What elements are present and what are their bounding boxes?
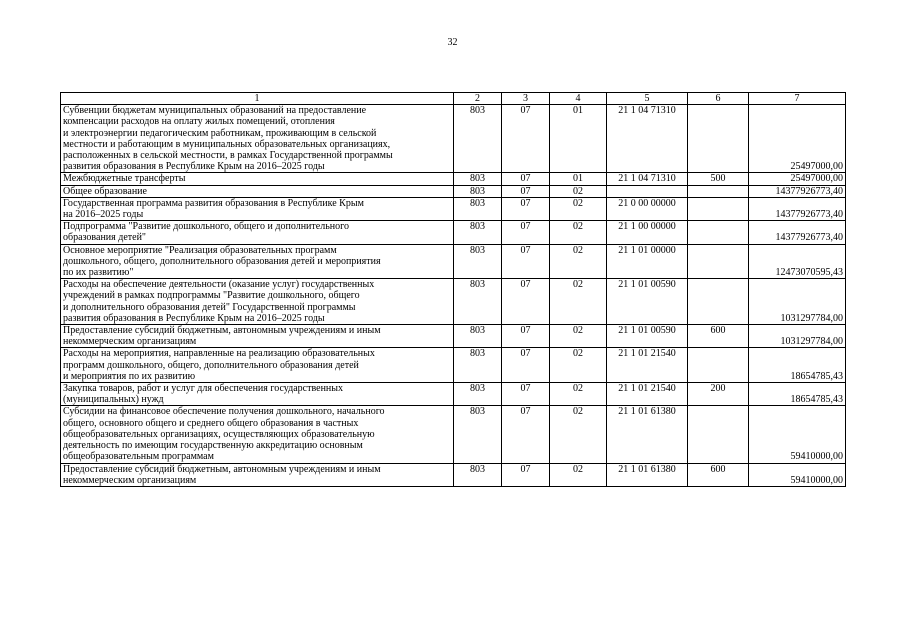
section-code: 07: [502, 185, 550, 197]
row-name: [61, 406, 454, 463]
amount: 25497000,00: [749, 105, 846, 173]
row-name-line: по их развитию": [63, 267, 134, 279]
section-code: 07: [502, 244, 550, 279]
header-cell: 4: [550, 93, 607, 105]
row-name: [61, 185, 454, 197]
row-name-line: программ дошкольного, общего, дополнительного образования детей: [63, 359, 359, 371]
ministry-code: 803: [454, 383, 502, 406]
header-cell: 1: [61, 93, 454, 105]
target-article-code: 21 1 01 00590: [607, 325, 688, 348]
row-name: [61, 197, 454, 220]
expense-type-code: [688, 197, 749, 220]
row-name-line: (муниципальных) нужд: [63, 394, 164, 406]
expense-type-code: [688, 105, 749, 173]
subsection-code: 01: [550, 105, 607, 173]
target-article-code: 21 1 01 61380: [607, 406, 688, 463]
expense-type-code: 200: [688, 383, 749, 406]
table-row: [61, 197, 846, 220]
section-code: 07: [502, 173, 550, 185]
subsection-code: 02: [550, 406, 607, 463]
header-cell: 2: [454, 93, 502, 105]
subsection-code: 02: [550, 325, 607, 348]
row-name-line: Субсидии на финансовое обеспечение получения дошкольного, начального: [63, 406, 385, 418]
row-name-line: дошкольного, общего, дополнительного образования детей и мероприятия: [63, 255, 381, 267]
amount: 1031297784,00: [749, 279, 846, 325]
target-article-code: 21 0 00 00000: [607, 197, 688, 220]
subsection-code: 02: [550, 279, 607, 325]
row-name-line: расположенных в сельской местности, в рамках Государственной программы: [63, 150, 393, 162]
subsection-code: 02: [550, 348, 607, 383]
amount: 14377926773,40: [749, 185, 846, 197]
ministry-code: 803: [454, 463, 502, 486]
table-row: [61, 105, 846, 173]
expense-type-code: [688, 406, 749, 463]
amount: 12473070595,43: [749, 244, 846, 279]
section-code: 07: [502, 406, 550, 463]
row-name: [61, 279, 454, 325]
row-name-line: деятельность по имеющим государственную аккредитацию основным: [63, 440, 363, 452]
table-row: [61, 279, 846, 325]
amount: 59410000,00: [749, 406, 846, 463]
row-name-line: Расходы на мероприятия, направленные на реализацию образовательных: [63, 348, 375, 360]
ministry-code: 803: [454, 105, 502, 173]
ministry-code: 803: [454, 197, 502, 220]
amount: 59410000,00: [749, 463, 846, 486]
subsection-code: 02: [550, 244, 607, 279]
row-name-line: Общее образование: [63, 185, 147, 197]
section-code: 07: [502, 197, 550, 220]
header-cell: 7: [749, 93, 846, 105]
header-cell: 3: [502, 93, 550, 105]
target-article-code: 21 1 01 21540: [607, 383, 688, 406]
target-article-code: 21 1 01 61380: [607, 463, 688, 486]
expense-type-code: 600: [688, 463, 749, 486]
header-cell: 5: [607, 93, 688, 105]
row-name-line: некоммерческим организациям: [63, 336, 197, 348]
row-name-line: общеобразовательных организациях, осуществляющих образовательную: [63, 428, 375, 440]
ministry-code: 803: [454, 221, 502, 244]
row-name-line: учреждений в рамках подпрограммы "Развитие дошкольного, общего: [63, 290, 360, 302]
row-name-line: Предоставление субсидий бюджетным, автономным учреждениям и иным: [63, 325, 381, 337]
row-name-line: Закупка товаров, работ и услуг для обеспечения государственных: [63, 383, 344, 395]
table-row: [61, 325, 846, 348]
page-number: 32: [447, 37, 458, 48]
row-name-line: развития образования в Республике Крым на 2016–2025 годы: [63, 161, 325, 173]
section-code: 07: [502, 383, 550, 406]
target-article-code: [607, 185, 688, 197]
budget-table: [60, 92, 846, 487]
subsection-code: 02: [550, 383, 607, 406]
row-name-line: некоммерческим организациям: [63, 474, 197, 486]
row-name: [61, 325, 454, 348]
target-article-code: 21 1 04 71310: [607, 105, 688, 173]
amount: 14377926773,40: [749, 197, 846, 220]
table-row: [61, 348, 846, 383]
row-name-line: общего, основного общего и среднего общего образования в частных: [63, 417, 359, 429]
row-name: [61, 244, 454, 279]
ministry-code: 803: [454, 173, 502, 185]
row-name-line: Межбюджетные трансферты: [63, 173, 186, 185]
ministry-code: 803: [454, 185, 502, 197]
section-code: 07: [502, 348, 550, 383]
row-name-line: компенсации расходов на оплату жилых помещений, отопления: [63, 116, 335, 128]
row-name-line: Подпрограмма "Развитие дошкольного, общего и дополнительного: [63, 221, 349, 233]
row-name: [61, 221, 454, 244]
row-name-line: Субвенции бюджетам муниципальных образований на предоставление: [63, 105, 367, 117]
expense-type-code: [688, 279, 749, 325]
row-name-line: на 2016–2025 годы: [63, 209, 144, 221]
ministry-code: 803: [454, 325, 502, 348]
expense-type-code: 500: [688, 173, 749, 185]
row-name-line: местности и работающим в муниципальных образовательных организациях,: [63, 138, 391, 150]
subsection-code: 02: [550, 197, 607, 220]
row-name-line: Основное мероприятие "Реализация образовательных программ: [63, 244, 337, 256]
target-article-code: 21 1 01 21540: [607, 348, 688, 383]
ministry-code: 803: [454, 406, 502, 463]
amount: 18654785,43: [749, 348, 846, 383]
row-name: [61, 173, 454, 185]
section-code: 07: [502, 325, 550, 348]
subsection-code: 02: [550, 221, 607, 244]
row-name-line: общеобразовательным программам: [63, 451, 214, 463]
header-cell: 6: [688, 93, 749, 105]
table-row: [61, 173, 846, 185]
amount: 18654785,43: [749, 383, 846, 406]
row-name: [61, 463, 454, 486]
table-row: [61, 463, 846, 486]
row-name-line: образования детей": [63, 232, 147, 244]
amount: 1031297784,00: [749, 325, 846, 348]
expense-type-code: [688, 185, 749, 197]
section-code: 07: [502, 221, 550, 244]
subsection-code: 01: [550, 173, 607, 185]
amount: 14377926773,40: [749, 221, 846, 244]
target-article-code: 21 1 04 71310: [607, 173, 688, 185]
section-code: 07: [502, 279, 550, 325]
table-header-row: [61, 93, 846, 105]
subsection-code: 02: [550, 185, 607, 197]
table-row: [61, 244, 846, 279]
row-name-line: Расходы на обеспечение деятельности (оказание услуг) государственных: [63, 279, 375, 291]
subsection-code: 02: [550, 463, 607, 486]
amount: 25497000,00: [749, 173, 846, 185]
row-name-line: и дополнительного образования детей" Государственной программы: [63, 301, 356, 313]
table-row: [61, 221, 846, 244]
target-article-code: 21 1 01 00000: [607, 244, 688, 279]
section-code: 07: [502, 105, 550, 173]
table-row: [61, 406, 846, 463]
section-code: 07: [502, 463, 550, 486]
ministry-code: 803: [454, 279, 502, 325]
target-article-code: 21 1 01 00590: [607, 279, 688, 325]
ministry-code: 803: [454, 244, 502, 279]
expense-type-code: 600: [688, 325, 749, 348]
row-name: [61, 348, 454, 383]
expense-type-code: [688, 244, 749, 279]
ministry-code: 803: [454, 348, 502, 383]
table-row: [61, 185, 846, 197]
target-article-code: 21 1 00 00000: [607, 221, 688, 244]
expense-type-code: [688, 221, 749, 244]
row-name-line: и электроэнергии педагогическим работникам, проживающим в сельской: [63, 127, 377, 139]
row-name-line: развития образования в Республике Крым на 2016–2025 годы: [63, 312, 325, 324]
row-name: [61, 383, 454, 406]
row-name-line: Государственная программа развития образования в Республике Крым: [63, 197, 364, 209]
row-name-line: Предоставление субсидий бюджетным, автономным учреждениям и иным: [63, 463, 381, 475]
expense-type-code: [688, 348, 749, 383]
table-row: [61, 383, 846, 406]
row-name-line: и мероприятия по их развитию: [63, 370, 196, 382]
row-name: [61, 105, 454, 173]
